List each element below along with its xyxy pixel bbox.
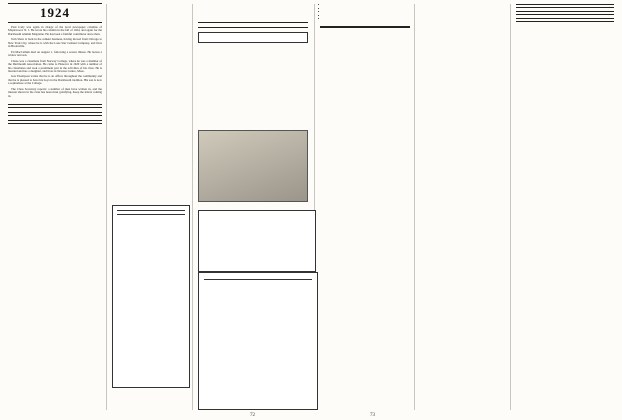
column-6 xyxy=(516,0,614,420)
year-heading-1927 xyxy=(8,112,102,116)
divider xyxy=(320,26,410,28)
divider xyxy=(204,279,312,280)
note-paragraph: Gus Thompson writes that he is an officer throughout the community and that he is pleased to have his boys in the Dartmouth tradition. His son is now a sophomore at the College. xyxy=(8,74,102,86)
ad-vermont-properties[interactable] xyxy=(112,205,190,388)
note-paragraph: Chase was a classmate from Norway College, where he was a member of the Dartmouth Association. He came to Hanover in 1920 with a number of his classmates and took a prominent part in the activities of his class. He is married and has a daughter, and lives in Newton Centre, Mass. xyxy=(8,58,102,73)
ad-big-greeners[interactable] xyxy=(198,272,318,410)
column-5 xyxy=(418,0,506,420)
ad-ken-mosley[interactable] xyxy=(198,32,308,43)
year-heading-1931 xyxy=(516,18,614,22)
column-rule xyxy=(192,4,193,410)
column-2 xyxy=(112,0,188,420)
column-rule xyxy=(414,4,415,410)
divider xyxy=(117,214,185,215)
note-paragraph: Ed MacCallum died on August 1, following a severe illness. He leaves a widow and son. xyxy=(8,49,102,58)
column-4 xyxy=(320,0,410,420)
column-3 xyxy=(198,0,308,420)
hanover-heading xyxy=(198,22,308,28)
ad-listing-list xyxy=(320,4,410,22)
column-1 xyxy=(8,0,102,420)
note-paragraph: Paul Cady was again in charge of the local newspaper columns of Maplewood. N. J. He wrote his column in the fall of 1924, and again for the Dartmouth Alumni Magazine. He has been a faithful contributor since then. xyxy=(8,25,102,36)
ad-webster-associates[interactable] xyxy=(198,210,316,272)
column-rule xyxy=(510,4,511,410)
property-photo xyxy=(198,130,308,202)
year-heading-1930 xyxy=(516,11,614,15)
ad-title xyxy=(117,209,185,211)
note-paragraph: The Class Secretary reports: a number of men have written in, and the interest shown in the class has been most gratifying. Keep the letters coming in. xyxy=(8,86,102,98)
page-number-right: 73 xyxy=(370,413,375,418)
list-item xyxy=(327,18,410,22)
year-heading-1924: 1924 xyxy=(8,3,102,23)
class-notes-1924 xyxy=(8,26,102,98)
year-heading-1928 xyxy=(8,120,102,124)
page-number-left: 72 xyxy=(250,413,255,418)
note-paragraph: Tom Shaw is back in the cement business, having moved from Chicago to New York City, where he is with the Lone Star Cement Company, and lives in Bronxville. xyxy=(8,37,102,49)
year-heading-1929 xyxy=(516,4,614,8)
year-heading-1926 xyxy=(8,104,102,108)
column-rule xyxy=(106,4,107,410)
